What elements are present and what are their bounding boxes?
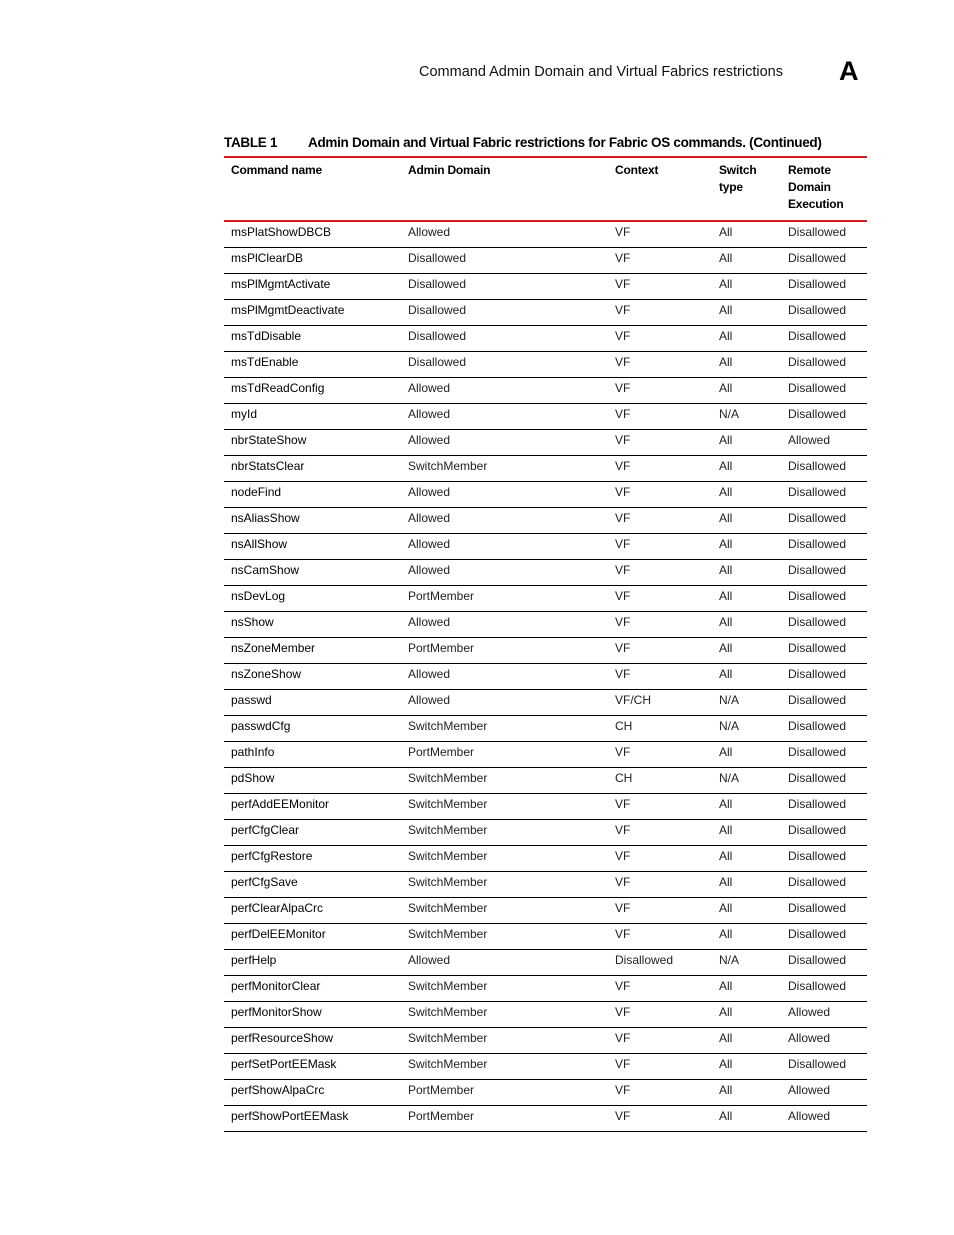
cell-context: VF <box>615 615 631 629</box>
cell-switch-type: All <box>719 537 733 551</box>
cell-remote-domain-execution: Disallowed <box>788 225 847 239</box>
appendix-letter: A <box>839 56 859 86</box>
cell-remote-domain-execution: Disallowed <box>788 719 847 733</box>
cell-context: VF <box>615 745 631 759</box>
cell-command-name: perfSetPortEEMask <box>231 1057 337 1071</box>
cell-command-name: msPlMgmtDeactivate <box>231 303 345 317</box>
cell-admin-domain: SwitchMember <box>408 927 488 941</box>
cell-switch-type: All <box>719 303 733 317</box>
cell-command-name: myId <box>231 407 258 421</box>
caption-rule <box>224 156 867 158</box>
cell-admin-domain: Allowed <box>408 225 451 239</box>
cell-switch-type: All <box>719 1083 733 1097</box>
cell-admin-domain: Allowed <box>408 511 451 525</box>
cell-admin-domain: Allowed <box>408 407 451 421</box>
cell-context: VF <box>615 563 631 577</box>
cell-switch-type: N/A <box>719 771 740 785</box>
table-row <box>224 1054 867 1080</box>
cell-switch-type: All <box>719 251 733 265</box>
cell-switch-type: All <box>719 1031 733 1045</box>
cell-admin-domain: Disallowed <box>408 355 467 369</box>
table-row <box>224 950 867 976</box>
cell-admin-domain: Allowed <box>408 537 451 551</box>
table-row <box>224 664 867 690</box>
cell-command-name: perfShowPortEEMask <box>231 1109 349 1123</box>
cell-remote-domain-execution: Disallowed <box>788 745 847 759</box>
cell-context: VF <box>615 225 631 239</box>
cell-command-name: perfMonitorClear <box>231 979 321 993</box>
cell-admin-domain: Allowed <box>408 667 451 681</box>
cell-remote-domain-execution: Disallowed <box>788 667 847 681</box>
cell-admin-domain: Allowed <box>408 615 451 629</box>
cell-context: VF <box>615 303 631 317</box>
cell-remote-domain-execution: Allowed <box>788 1109 831 1123</box>
cell-command-name: pathInfo <box>231 745 275 759</box>
cell-admin-domain: Allowed <box>408 953 451 967</box>
table-row <box>224 378 867 404</box>
cell-admin-domain: SwitchMember <box>408 823 488 837</box>
cell-context: VF <box>615 667 631 681</box>
cell-remote-domain-execution: Disallowed <box>788 355 847 369</box>
cell-switch-type: All <box>719 641 733 655</box>
column-header-command-name: Command name <box>231 163 322 177</box>
cell-context: VF <box>615 537 631 551</box>
cell-remote-domain-execution: Disallowed <box>788 823 847 837</box>
cell-switch-type: N/A <box>719 407 740 421</box>
cell-admin-domain: Allowed <box>408 485 451 499</box>
cell-remote-domain-execution: Disallowed <box>788 771 847 785</box>
cell-context: VF <box>615 381 631 395</box>
cell-remote-domain-execution: Allowed <box>788 433 831 447</box>
cell-context: VF <box>615 641 631 655</box>
table-label: TABLE 1 <box>224 135 278 150</box>
cell-context: VF <box>615 1083 631 1097</box>
cell-remote-domain-execution: Disallowed <box>788 641 847 655</box>
cell-remote-domain-execution: Disallowed <box>788 901 847 915</box>
cell-admin-domain: Disallowed <box>408 277 467 291</box>
cell-switch-type: All <box>719 511 733 525</box>
cell-command-name: msTdDisable <box>231 329 302 343</box>
table-row <box>224 1106 867 1132</box>
table-row <box>224 1080 867 1106</box>
table-row <box>224 768 867 794</box>
cell-remote-domain-execution: Disallowed <box>788 511 847 525</box>
cell-context: VF <box>615 1031 631 1045</box>
cell-command-name: msPlClearDB <box>231 251 304 265</box>
cell-context: VF <box>615 849 631 863</box>
cell-remote-domain-execution: Disallowed <box>788 251 847 265</box>
cell-command-name: perfCfgSave <box>231 875 298 889</box>
cell-admin-domain: SwitchMember <box>408 771 488 785</box>
cell-remote-domain-execution: Disallowed <box>788 693 847 707</box>
table-row <box>224 820 867 846</box>
cell-remote-domain-execution: Disallowed <box>788 589 847 603</box>
cell-remote-domain-execution: Disallowed <box>788 797 847 811</box>
cell-command-name: nsCamShow <box>231 563 300 577</box>
cell-command-name: nsAliasShow <box>231 511 300 525</box>
table-row <box>224 404 867 430</box>
cell-admin-domain: SwitchMember <box>408 1005 488 1019</box>
cell-admin-domain: PortMember <box>408 1109 475 1123</box>
table-header <box>224 159 867 220</box>
table-row <box>224 300 867 326</box>
cell-admin-domain: PortMember <box>408 1083 475 1097</box>
cell-remote-domain-execution: Allowed <box>788 1031 831 1045</box>
table-row <box>224 742 867 768</box>
cell-command-name: msTdEnable <box>231 355 299 369</box>
cell-command-name: perfMonitorShow <box>231 1005 322 1019</box>
table-row <box>224 716 867 742</box>
table-row <box>224 508 867 534</box>
cell-remote-domain-execution: Disallowed <box>788 277 847 291</box>
table-row <box>224 586 867 612</box>
running-header-title: Command Admin Domain and Virtual Fabrics restrictions <box>419 64 783 80</box>
table-row <box>224 326 867 352</box>
cell-remote-domain-execution: Disallowed <box>788 485 847 499</box>
cell-command-name: msPlMgmtActivate <box>231 277 331 291</box>
cell-context: VF <box>615 251 631 265</box>
cell-command-name: nsZoneShow <box>231 667 302 681</box>
cell-command-name: msPlatShowDBCB <box>231 225 332 239</box>
cell-switch-type: All <box>719 875 733 889</box>
cell-switch-type: All <box>719 485 733 499</box>
table-row <box>224 846 867 872</box>
cell-switch-type: All <box>719 797 733 811</box>
cell-context: VF <box>615 979 631 993</box>
cell-remote-domain-execution: Disallowed <box>788 927 847 941</box>
cell-command-name: nsAllShow <box>231 537 288 551</box>
cell-command-name: nsDevLog <box>231 589 286 603</box>
table-row <box>224 898 867 924</box>
column-header-admin-domain: Admin Domain <box>408 163 491 177</box>
table-row <box>224 638 867 664</box>
cell-switch-type: All <box>719 1109 733 1123</box>
table-row <box>224 248 867 274</box>
table-row <box>224 976 867 1002</box>
cell-switch-type: All <box>719 615 733 629</box>
cell-context: VF <box>615 277 631 291</box>
cell-switch-type: All <box>719 979 733 993</box>
cell-command-name: perfDelEEMonitor <box>231 927 326 941</box>
cell-command-name: nsShow <box>231 615 274 629</box>
cell-switch-type: All <box>719 563 733 577</box>
cell-remote-domain-execution: Disallowed <box>788 875 847 889</box>
cell-switch-type: All <box>719 433 733 447</box>
cell-context: VF <box>615 459 631 473</box>
cell-context: VF <box>615 823 631 837</box>
cell-context: VF <box>615 589 631 603</box>
cell-switch-type: All <box>719 1057 733 1071</box>
cell-context: VF <box>615 1057 631 1071</box>
cell-admin-domain: SwitchMember <box>408 719 488 733</box>
cell-switch-type: All <box>719 355 733 369</box>
cell-remote-domain-execution: Disallowed <box>788 615 847 629</box>
table-body <box>224 222 867 1132</box>
cell-admin-domain: SwitchMember <box>408 797 488 811</box>
cell-switch-type: All <box>719 1005 733 1019</box>
table-row <box>224 612 867 638</box>
cell-switch-type: All <box>719 225 733 239</box>
table-row <box>224 1028 867 1054</box>
cell-remote-domain-execution: Disallowed <box>788 953 847 967</box>
cell-admin-domain: Disallowed <box>408 303 467 317</box>
cell-admin-domain: SwitchMember <box>408 1057 488 1071</box>
cell-admin-domain: Disallowed <box>408 329 467 343</box>
cell-command-name: nbrStateShow <box>231 433 307 447</box>
cell-switch-type: N/A <box>719 953 740 967</box>
cell-switch-type: N/A <box>719 719 740 733</box>
column-header-remote-domain-execution: Remote Domain Execution <box>788 163 844 211</box>
cell-command-name: nbrStatsClear <box>231 459 305 473</box>
cell-admin-domain: PortMember <box>408 745 475 759</box>
table-row <box>224 560 867 586</box>
cell-switch-type: N/A <box>719 693 740 707</box>
cell-admin-domain: Disallowed <box>408 251 467 265</box>
cell-remote-domain-execution: Allowed <box>788 1083 831 1097</box>
cell-context: VF <box>615 329 631 343</box>
cell-admin-domain: PortMember <box>408 641 475 655</box>
cell-command-name: perfResourceShow <box>231 1031 334 1045</box>
cell-switch-type: All <box>719 927 733 941</box>
cell-context: VF/CH <box>615 693 651 707</box>
cell-switch-type: All <box>719 901 733 915</box>
cell-command-name: nodeFind <box>231 485 282 499</box>
cell-admin-domain: Allowed <box>408 563 451 577</box>
cell-context: CH <box>615 771 633 785</box>
cell-command-name: passwd <box>231 693 272 707</box>
cell-admin-domain: SwitchMember <box>408 901 488 915</box>
table-row <box>224 924 867 950</box>
table-row <box>224 274 867 300</box>
cell-switch-type: All <box>719 589 733 603</box>
cell-switch-type: All <box>719 667 733 681</box>
cell-switch-type: All <box>719 277 733 291</box>
cell-context: VF <box>615 927 631 941</box>
cell-context: VF <box>615 355 631 369</box>
table-row <box>224 534 867 560</box>
cell-remote-domain-execution: Disallowed <box>788 1057 847 1071</box>
cell-admin-domain: SwitchMember <box>408 849 488 863</box>
cell-context: VF <box>615 407 631 421</box>
cell-admin-domain: SwitchMember <box>408 979 488 993</box>
table-row <box>224 456 867 482</box>
cell-remote-domain-execution: Disallowed <box>788 407 847 421</box>
cell-remote-domain-execution: Disallowed <box>788 381 847 395</box>
cell-admin-domain: SwitchMember <box>408 1031 488 1045</box>
cell-command-name: passwdCfg <box>231 719 291 733</box>
cell-context: VF <box>615 1005 631 1019</box>
table-row <box>224 430 867 456</box>
cell-remote-domain-execution: Disallowed <box>788 849 847 863</box>
table-row <box>224 352 867 378</box>
table-row <box>224 872 867 898</box>
cell-remote-domain-execution: Disallowed <box>788 979 847 993</box>
cell-remote-domain-execution: Disallowed <box>788 537 847 551</box>
cell-command-name: perfAddEEMonitor <box>231 797 330 811</box>
cell-context: VF <box>615 875 631 889</box>
cell-command-name: perfCfgRestore <box>231 849 313 863</box>
cell-remote-domain-execution: Disallowed <box>788 303 847 317</box>
cell-switch-type: All <box>719 329 733 343</box>
cell-remote-domain-execution: Disallowed <box>788 329 847 343</box>
cell-command-name: perfClearAlpaCrc <box>231 901 324 915</box>
table-title: Admin Domain and Virtual Fabric restrictions for Fabric OS commands. (Continued) <box>308 135 822 150</box>
cell-switch-type: All <box>719 745 733 759</box>
cell-command-name: msTdReadConfig <box>231 381 325 395</box>
cell-context: Disallowed <box>615 953 674 967</box>
column-header-switch-type: Switch type <box>719 163 757 194</box>
table-row <box>224 482 867 508</box>
cell-remote-domain-execution: Allowed <box>788 1005 831 1019</box>
cell-context: VF <box>615 433 631 447</box>
table-row <box>224 1002 867 1028</box>
cell-context: VF <box>615 485 631 499</box>
table-row <box>224 690 867 716</box>
table-row <box>224 222 867 248</box>
table-row <box>224 794 867 820</box>
cell-context: VF <box>615 901 631 915</box>
cell-admin-domain: SwitchMember <box>408 875 488 889</box>
cell-admin-domain: PortMember <box>408 589 475 603</box>
cell-context: VF <box>615 1109 631 1123</box>
cell-remote-domain-execution: Disallowed <box>788 563 847 577</box>
cell-switch-type: All <box>719 823 733 837</box>
cell-command-name: nsZoneMember <box>231 641 316 655</box>
cell-switch-type: All <box>719 381 733 395</box>
cell-admin-domain: Allowed <box>408 693 451 707</box>
cell-admin-domain: Allowed <box>408 433 451 447</box>
cell-command-name: perfShowAlpaCrc <box>231 1083 325 1097</box>
cell-remote-domain-execution: Disallowed <box>788 459 847 473</box>
cell-command-name: perfHelp <box>231 953 277 967</box>
cell-admin-domain: Allowed <box>408 381 451 395</box>
cell-switch-type: All <box>719 849 733 863</box>
column-header-context: Context <box>615 163 659 177</box>
cell-admin-domain: SwitchMember <box>408 459 488 473</box>
cell-switch-type: All <box>719 459 733 473</box>
cell-command-name: pdShow <box>231 771 275 785</box>
cell-context: VF <box>615 511 631 525</box>
cell-command-name: perfCfgClear <box>231 823 300 837</box>
cell-context: CH <box>615 719 633 733</box>
cell-context: VF <box>615 797 631 811</box>
